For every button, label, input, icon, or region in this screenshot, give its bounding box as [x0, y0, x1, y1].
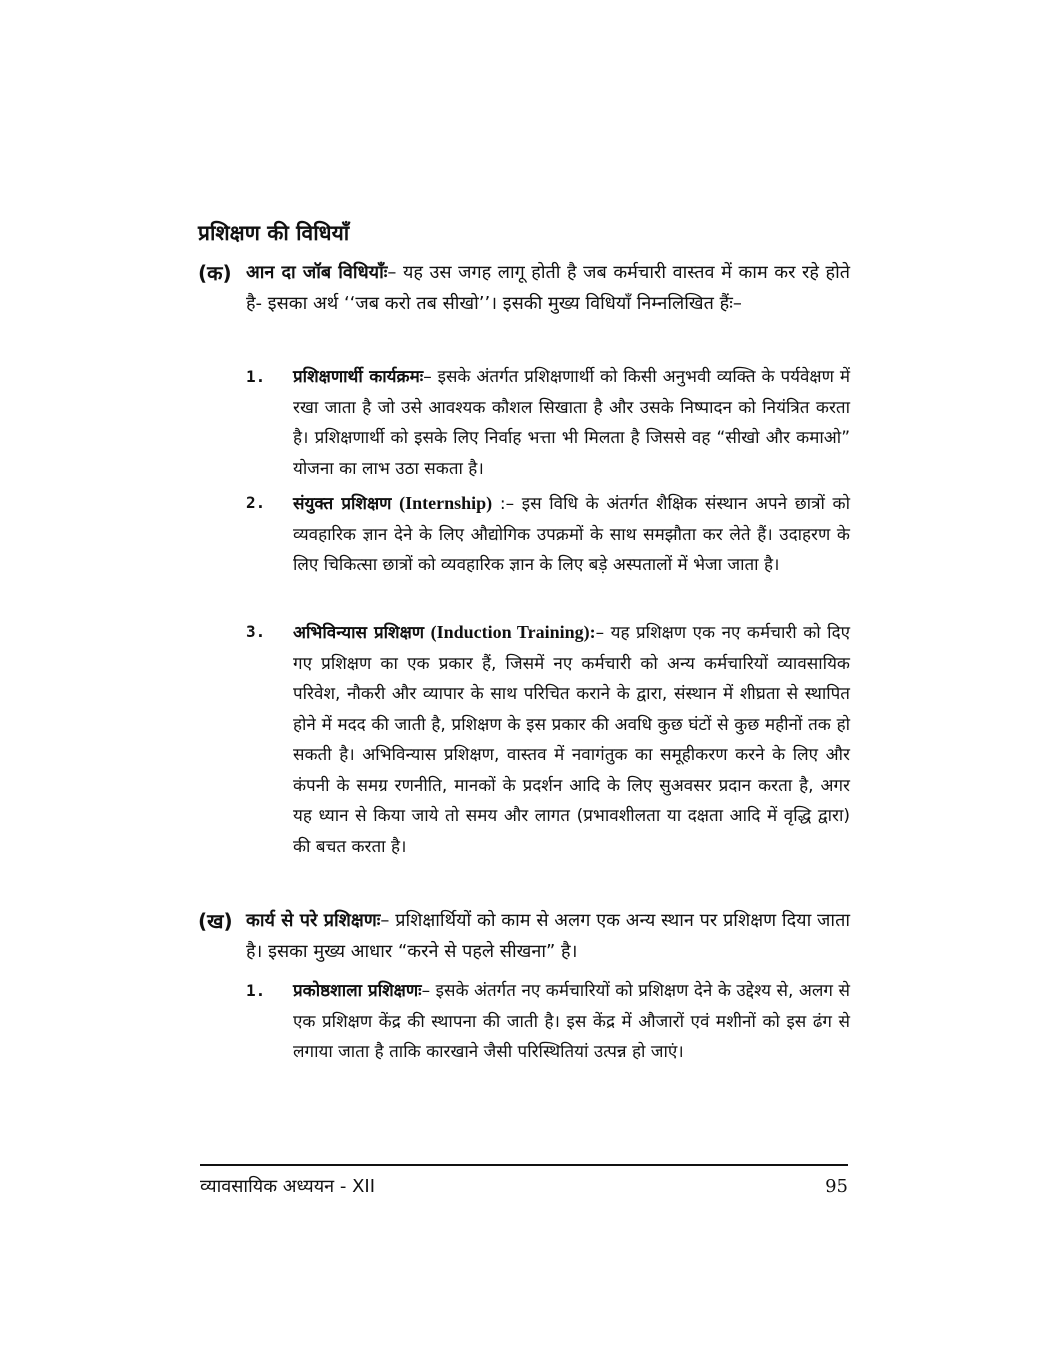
section-ka-text: – यह उस जगह लागू होती है जब कर्मचारी वास्तव में काम कर रहे होते है- इसका अर्थ ‘‘जब करो तब सीखो’’। इसकी मुख्य विधियाँ निम्नलिखित हैंः– — [246, 262, 850, 314]
item-body — [293, 488, 850, 581]
page-number: 95 — [825, 1176, 848, 1197]
footer-book-title: व्यावसायिक अध्ययन - XII — [200, 1176, 376, 1197]
section-kha-label: (ख) — [198, 909, 233, 933]
section-ka — [198, 258, 850, 319]
item-number: 1. — [246, 367, 266, 386]
item-text: :– इस विधि के अंतर्गत शैक्षिक संस्थान अपने छात्रों को व्यवहारिक ज्ञान देने के लिए औद्योगिक उपक्रमों के साथ समझौता कर लेते हैं। उदाहरण के लिए चिकित्सा छात्रों को व्यवहारिक ज्ञान के लिए बड़े अस्पतालों में भेजा जाता है। — [293, 494, 850, 575]
section-ka-title: आन दा जॉब विधियाँः — [246, 262, 388, 283]
item-number: 3. — [246, 622, 266, 641]
item-body — [293, 976, 850, 1068]
item-body — [293, 362, 850, 484]
item-text: – इसके अंतर्गत प्रशिक्षणार्थी को किसी अनुभवी व्यक्ति के पर्यवेक्षण में रखा जाता है जो उसे आवश्यक कौशल सिखाता है और उसके निष्पादन को नियंत्रित करता है। प्रशिक्षणार्थी को इसके लिए निर्वाह भत्ता भी मिलता है जिससे वह “सीखो और कमाओ” योजना का लाभ उठा सकता है। — [293, 367, 850, 479]
item-number: 1. — [246, 981, 266, 1000]
section-ka-item-2 — [246, 488, 850, 581]
item-title: प्रकोष्ठशाला प्रशिक्षणः — [293, 981, 422, 1001]
footer-divider — [200, 1164, 848, 1166]
item-title: संयुक्त प्रशिक्षण — [293, 494, 392, 514]
section-kha — [198, 906, 850, 967]
section-ka-item-1 — [246, 362, 850, 484]
item-number: 2. — [246, 493, 266, 512]
item-english-term: (Induction Training): — [430, 622, 596, 642]
section-kha-item-1 — [246, 976, 850, 1068]
page-heading: प्रशिक्षण की विधियाँ — [198, 221, 350, 245]
section-kha-title: कार्य से परे प्रशिक्षणः — [246, 910, 381, 931]
section-kha-text: – प्रशिक्षार्थियों को काम से अलग एक अन्य स्थान पर प्रशिक्षण दिया जाता है। इसका मुख्य आधार “करने से पहले सीखना” है। — [246, 910, 850, 962]
section-ka-body — [246, 258, 850, 319]
item-body — [293, 617, 850, 862]
item-title: अभिविन्यास प्रशिक्षण — [293, 623, 425, 643]
item-text: – इसके अंतर्गत नए कर्मचारियों को प्रशिक्षण देने के उद्देश्य से, अलग से एक प्रशिक्षण केंद्र की स्थापना की जाती है। इस केंद्र में औजारों एवं मशीनों को इस ढंग से लगाया जाता है ताकि कारखाने जैसी परिस्थितियां उत्पन्न हो जाएं। — [293, 981, 850, 1062]
item-english-term: (Internship) — [399, 493, 493, 513]
section-ka-item-3 — [246, 617, 850, 862]
section-kha-body — [246, 906, 850, 967]
section-ka-label: (क) — [198, 261, 232, 285]
item-text: – यह प्रशिक्षण एक नए कर्मचारी को दिए गए प्रशिक्षण का एक प्रकार हैं, जिसमें नए कर्मचारी को अन्य कर्मचारियों व्यावसायिक परिवेश, नौकरी और व्यापार के साथ परिचित कराने के द्वारा, संस्थान में शीघ्रता से स्थापित होने में मदद की जाती है, प्रशिक्षण के इस प्रकार की अवधि कुछ घंटों से कुछ महीनों तक हो सकती है। अभिविन्यास प्रशिक्षण, वास्तव में नवागंतुक का समूहीकरण करने के लिए और कंपनी के समग्र रणनीति, मानकों के प्रदर्शन आदि के लिए सुअवसर प्रदान करता है, अगर यह ध्यान से किया जाये तो समय और लागत (प्रभावशीलता या दक्षता आदि में वृद्धि द्वारा) की बचत करता है। — [293, 623, 850, 857]
item-title: प्रशिक्षणार्थी कार्यक्रमः — [293, 367, 424, 387]
